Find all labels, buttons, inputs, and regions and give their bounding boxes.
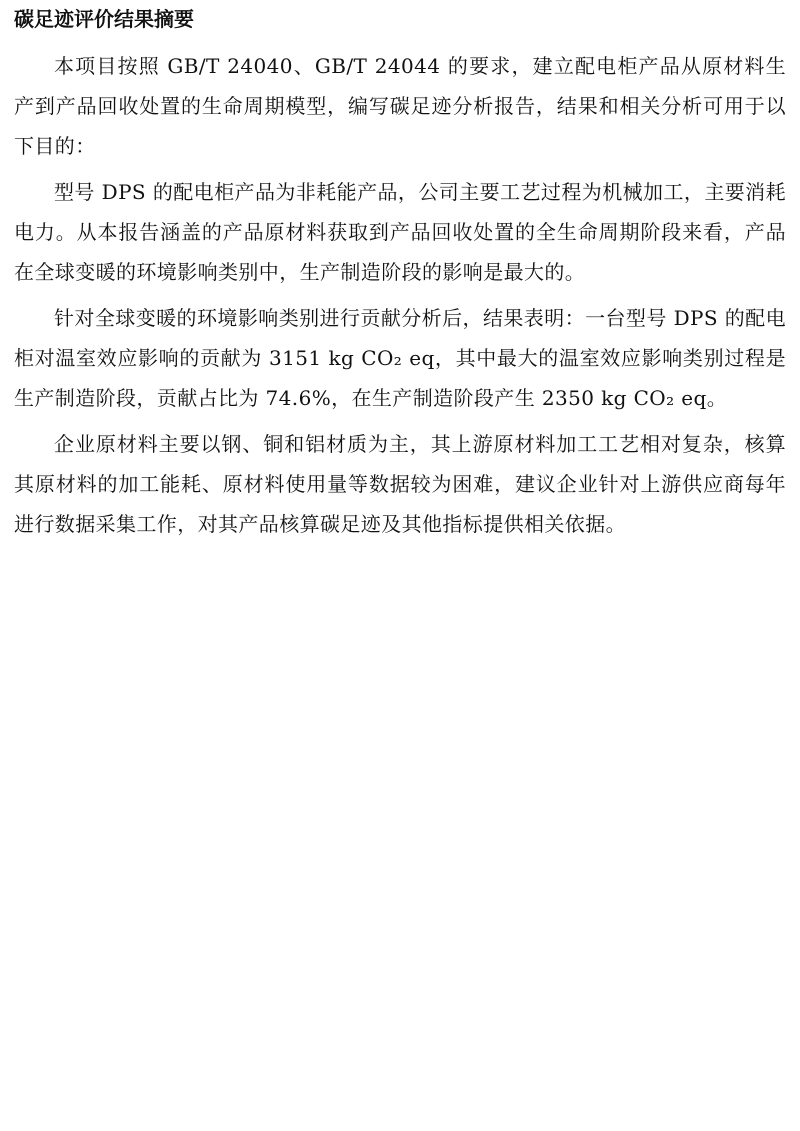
document-title: 碳足迹评价结果摘要 bbox=[14, 7, 194, 31]
paragraph-product-process: 型号 DPS 的配电柜产品为非耗能产品，公司主要工艺过程为机械加工，主要消耗电力。从本报告涵盖的产品原材料获取到产品回收处置的全生命周期阶段来看，产品在全球变暖的环境影响类别中，生产制造阶段的影响是最大的。 bbox=[14, 180, 786, 284]
paragraph-standards: 本项目按照 GB/T 24040、GB/T 24044 的要求，建立配电柜产品从原材料生产到产品回收处置的生命周期模型，编写碳足迹分析报告，结果和相关分析可用于以下目的： bbox=[14, 54, 786, 158]
paragraph-recommendation: 企业原材料主要以钢、铜和铝材质为主，其上游原材料加工工艺相对复杂，核算其原材料的加工能耗、原材料使用量等数据较为困难，建议企业针对上游供应商每年进行数据采集工作，对其产品核算碳足迹及其他指标提供相关依据。 bbox=[14, 432, 786, 536]
paragraph-contribution-analysis: 针对全球变暖的环境影响类别进行贡献分析后，结果表明：一台型号 DPS 的配电柜对温室效应影响的贡献为 3151 kg CO₂ eq，其中最大的温室效应影响类别过程是生产制造阶段，贡献占比为 74.6%，在生产制造阶段产生 2350 kg CO₂ eq。 bbox=[14, 306, 786, 410]
